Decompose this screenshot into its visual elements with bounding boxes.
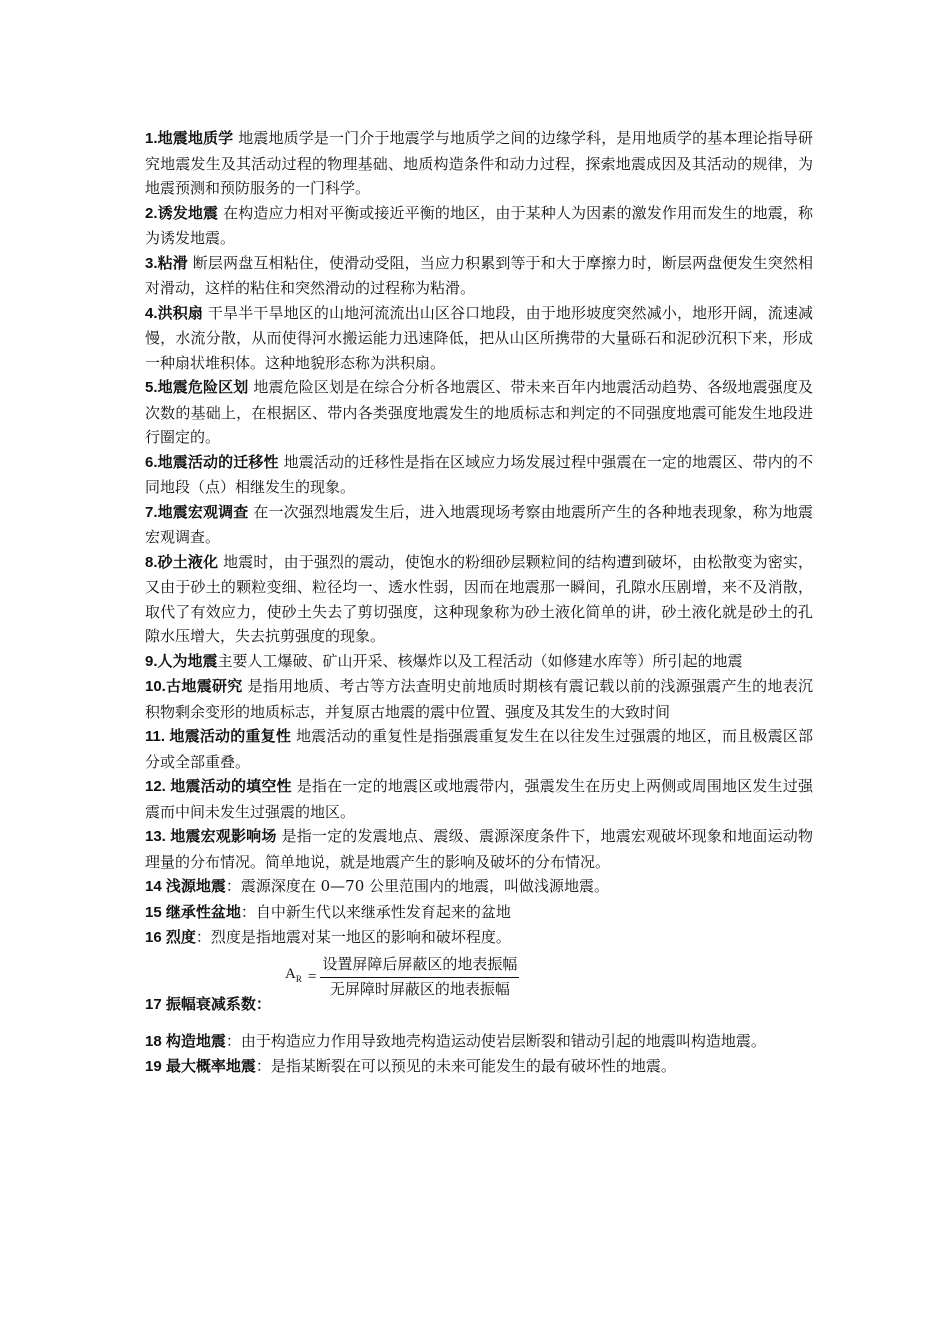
formula-equals: = <box>307 968 317 985</box>
term-7: 7.地震宏观调查 <box>145 503 249 521</box>
definition-13-text: 是指一定的发震地点、震级、震源深度条件下，地震宏观破坏现象和地面运动物理量的分布情况。简单地说，就是地震产生的影响及破坏的分布情况。 <box>145 827 813 871</box>
term-11: 11. 地震活动的重复性 <box>145 728 292 745</box>
term-4: 4.洪积扇 <box>145 304 204 322</box>
definition-8-text: 地震时，由于强烈的震动，使饱水的粉细砂层颗粒间的结构遭到破坏，由松散变为密实，又由于砂土的颗粒变细、粒径均一、透水性弱，因而在地震那一瞬间，孔隙水压剧增，来不及消散，取代了有效应力，使砂土失去了剪切强度，这种现象称为砂土液化简单的讲，砂土液化就是砂土的孔隙水压增大，失去抗剪强度的现象。 <box>145 552 813 645</box>
formula-subscript: R <box>295 974 302 985</box>
definition-16 <box>145 925 813 951</box>
formula-symbol <box>285 962 302 992</box>
term-1: 1.地震地质学 <box>145 130 234 147</box>
definition-5-text: 地震危险区划是在综合分析各地震区、带未来百年内地震活动趋势、各级地震强度及次数的基础上，在根据区、带内各类强度地震发生的地质标志和判定的不同强度地震可能发生地段进行圈定的。 <box>145 378 813 446</box>
definition-14-text: ：震源深度在 0—70 公里范围内的地震，叫做浅源地震。 <box>225 877 610 895</box>
definition-14 <box>145 874 813 900</box>
definition-11-text: 地震活动的重复性是指强震重复发生在以往发生过强震的地区，而且极震区部分或全部重叠。 <box>145 727 813 771</box>
definition-18-text: ：由于构造应力作用导致地壳构造运动使岩层断裂和错动引起的地震叫构造地震。 <box>225 1031 766 1050</box>
definition-12-text: 是指在一定的地震区或地震带内，强震发生在历史上两侧或周围地区发生过强震而中间未发生过强震的地区。 <box>145 777 813 821</box>
definition-9 <box>145 649 813 675</box>
term-6: 6.地震活动的迁移性 <box>145 453 279 471</box>
term-18: 18 构造地震 <box>145 1032 226 1050</box>
definition-10-text: 是指用地质、考古等方法查明史前地质时期核有震记载以前的浅源强震产生的地表沉积物剩余变形的地质标志，并复原古地震的震中位置、强度及其发生的大致时间 <box>145 677 813 721</box>
formula-symbol-letter: A <box>285 966 296 983</box>
definition-10 <box>145 674 813 724</box>
term-12: 12. 地震活动的填空性 <box>145 778 292 795</box>
term-17: 17 振幅衰减系数： <box>145 995 271 1013</box>
definition-9-text: 主要人工爆破、矿山开采、核爆炸以及工程活动（如修建水库等）所引起的地震 <box>217 651 743 670</box>
term-19: 19 最大概率地震 <box>145 1058 256 1075</box>
definition-2 <box>145 201 813 251</box>
definition-6-text: 地震活动的迁移性是指在区域应力场发展过程中强震在一定的地震区、带内的不同地段（点）相继发生的现象。 <box>145 452 813 496</box>
term-16: 16 烈度 <box>145 929 196 946</box>
definition-1-text: 地震地质学是一门介于地震学与地质学之间的边缘学科，是用地质学的基本理论指导研究地震发生及其活动过程的物理基础、地质构造条件和动力过程，探索地震成因及其活动的规律，为地震预测和预防服务的一门科学。 <box>145 129 813 197</box>
definition-4 <box>145 301 813 376</box>
term-13: 13. 地震宏观影响场 <box>145 828 277 845</box>
definition-1 <box>145 126 813 201</box>
definition-3-text: 断层两盘互相粘住，使滑动受阻，当应力积累到等于和大于摩擦力时，断层两盘便发生突然相对滑动，这样的粘住和突然滑动的过程称为粘滑。 <box>145 253 813 297</box>
definition-6 <box>145 450 813 500</box>
term-8: 8.砂土液化 <box>145 553 219 571</box>
definition-18 <box>145 1029 813 1055</box>
definition-17 <box>145 953 813 1017</box>
definition-4-text: 干旱半干旱地区的山地河流流出山区谷口地段，由于地形坡度突然减小，地形开阔，流速减慢，水流分散，从而使得河水搬运能力迅速降低，把从山区所携带的大量砾石和泥砂沉积下来，形成一种扇状堆积体。这种地貌形态称为洪积扇。 <box>145 303 813 372</box>
definition-16-text: ：烈度是指地震对某一地区的影响和破坏程度。 <box>195 928 511 946</box>
definition-7-text: 在一次强烈地震发生后，进入地震现场考察由地震所产生的各种地表现象，称为地震宏观调查。 <box>145 502 813 546</box>
definition-19-text: ：是指某断裂在可以预见的未来可能发生的最有破坏性的地震。 <box>255 1057 676 1075</box>
term-9: 9.人为地震 <box>145 652 218 670</box>
term-10: 10.古地震研究 <box>145 678 243 695</box>
term-14: 14 浅源地震 <box>145 878 226 895</box>
term-3: 3.粘滑 <box>145 254 188 272</box>
definition-3 <box>145 251 813 301</box>
formula-denominator: 无屏障时屏蔽区的地表振幅 <box>329 981 510 998</box>
definition-13 <box>145 824 813 874</box>
definition-8 <box>145 550 813 649</box>
term-5: 5.地震危险区划 <box>145 379 249 396</box>
definition-15 <box>145 900 813 926</box>
definition-15-text: ：自中新生代以来继承性发育起来的盆地 <box>240 902 511 921</box>
definition-19 <box>145 1054 813 1080</box>
amplitude-attenuation-formula <box>285 955 519 1000</box>
definition-2-text: 在构造应力相对平衡或接近平衡的地区，由于某种人为因素的激发作用而发生的地震，称为诱发地震。 <box>145 203 813 247</box>
definition-12 <box>145 774 813 824</box>
definition-11 <box>145 724 813 774</box>
document-body <box>145 126 813 1080</box>
formula-fraction <box>320 955 519 1000</box>
definition-7 <box>145 500 813 550</box>
formula-numerator: 设置屏障后屏蔽区的地表振幅 <box>320 955 519 978</box>
definition-5 <box>145 375 813 450</box>
term-15: 15 继承性盆地 <box>145 903 241 921</box>
term-2: 2.诱发地震 <box>145 204 219 222</box>
